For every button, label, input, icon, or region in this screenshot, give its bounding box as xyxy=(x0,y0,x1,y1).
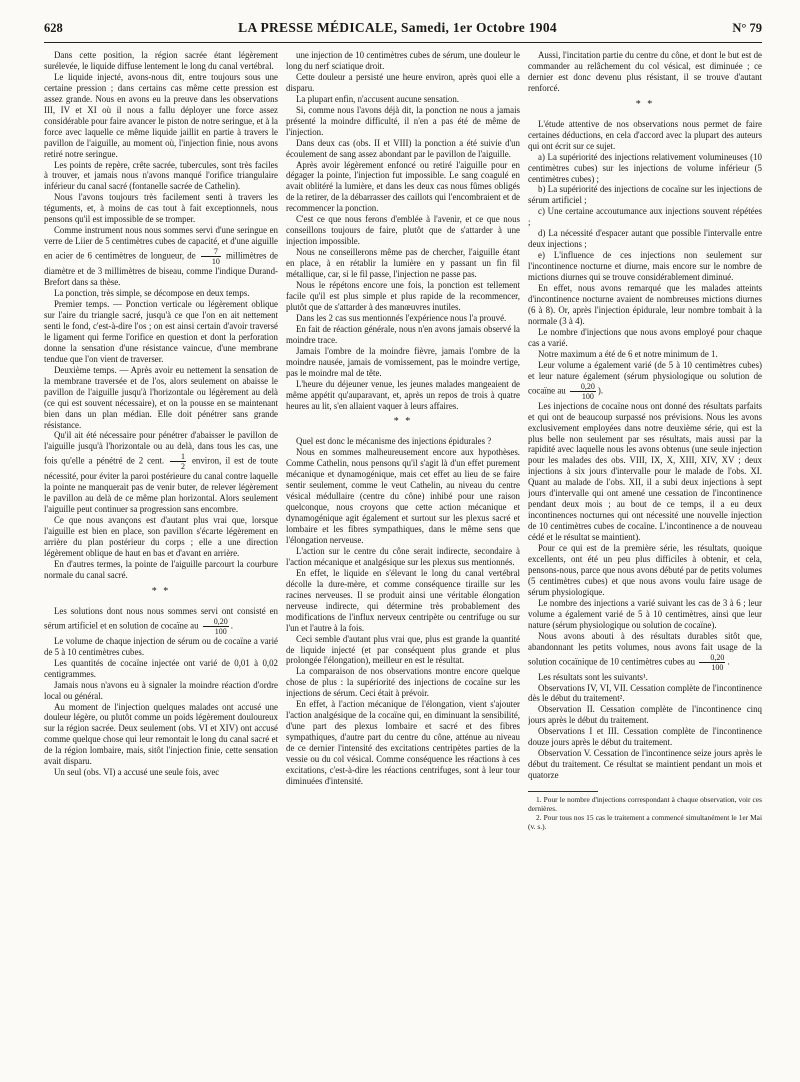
paragraph: Le liquide injecté, avons-nous dit, entre toujours sous une certaine pression ; dans certains cas même cette pression est assez grande. Nous en avons eu la preuve dans les observations III, IV et XI où il nous a fallu déployer une force assez considérable pour faire avancer le piston de notre seringue, et à la force avec laquelle ce même liquide jaillit en partie à travers le pavillon de l'aiguille, au moment où, l'injection finie, nous avons retiré notre seringue. xyxy=(44,71,278,159)
section-separator: * * xyxy=(151,585,171,597)
paragraph: Les quantités de cocaïne injectée ont varié de 0,01 à 0,02 centigrammes. xyxy=(44,657,278,679)
paragraph: Jamais nous n'avons eu à signaler la moindre réaction d'ordre local ou général. xyxy=(44,679,278,701)
fraction: $\frac{0,20}{100}$ xyxy=(699,653,725,672)
text-column-2 xyxy=(286,50,520,1076)
paragraph: Dans deux cas (obs. II et VIII) la ponction a été suivie d'un écoulement de sang assez abondant par le pavillon de l'aiguille. xyxy=(286,137,520,159)
paragraph: En effet, nous avons remarqué que les malades atteints d'incontinence nocturne avaient de nombreuses mictions diurnes (6 à 8). Or, après l'injection épidurale, leur nombre tombait à la normale (3 à 4). xyxy=(528,283,762,326)
paragraph: La comparaison de nos observations montre encore quelque chose de plus : la supériorité des injections de cocaïne sur les injections de sérum. Ceci était à prévoir. xyxy=(286,666,520,699)
paragraph: Les injections de cocaïne nous ont donné des résultats parfaits et qui ont de beaucoup surpassé nos prévisions. Nous les avons exclusivement employées dans notre deuxième série, qui est la plus belle non seulement par ses résultats, mais aussi par la rapidité avec laquelle nous les avons obtenus (une seule injection pour les malades des obs. VIII, IX, X, XIII, XIV, XV ; deux injections à six jours d'intervalle pour le malade de l'obs. XI. Quant au malade de l'obs. XII, il a subi deux injections à sept jours d'intervalle qui ont amené une cessation de l'incontinence pendant deux mois ; au bout de ce temps, il a eu deux incontinences nocturnes qui ont nécessité une nouvelle injection de 10 centimètres cubes de cocaïne. L'incontinence a de nouveau cédé et le résultat se maintient). xyxy=(528,400,762,543)
section-separator: * * xyxy=(393,416,413,428)
paragraph: Aussi, l'incitation partie du centre du cône, et dont le but est de commander au relâchement du col vésical, est diminuée ; ce dernier est donc devenu plus résistant, il se trouve d'autant renforcé. xyxy=(528,50,762,93)
text-column-1 xyxy=(44,50,278,1076)
paragraph: a) La supériorité des injections relativement volumineuses (10 centimètres cubes) sur les injections de volume inférieur (5 centimètres cubes) ; xyxy=(528,151,762,184)
paragraph: Le volume de chaque injection de sérum ou de cocaïne a varié de 5 à 10 centimètres cubes. xyxy=(44,635,278,657)
header-rule xyxy=(44,42,762,43)
paragraph: L'heure du déjeuner venue, les jeunes malades mangeaient de même appétit qu'auparavant, et, après un repos de trois à quatre heures au lit, s'en allaient vaquer à leurs affaires. xyxy=(286,378,520,411)
paragraph: Nous ne conseillerons même pas de chercher, l'aiguille étant en place, à en rétablir la lumière en y passant un fin fil métallique, car, si le fil passe, l'injection ne passe pas. xyxy=(286,247,520,280)
paragraph: Deuxième temps. — Après avoir eu nettement la sensation de la membrane traversée et de l'os, alors seulement on abaisse le pavillon de l'aiguille jusqu'à l'horizontale ou légèrement au delà (ce qui est souvent nécessaire), et on la pousse en se maintenant bien dans un plan médian. Elle doit pénétrer sans grande résistance. xyxy=(44,364,278,430)
paragraph: Nous l'avons toujours très facilement senti à travers les téguments, et, à moins de cas tout à fait exceptionnels, nous pensons qu'il est impossible de se tromper. xyxy=(44,192,278,225)
paragraph: Le nombre d'injections que nous avons employé pour chaque cas a varié. xyxy=(528,326,762,348)
page-header xyxy=(44,20,762,40)
paragraph: Ceci semble d'autant plus vrai que, plus est grande la quantité de liquide injecté (et par conséquent plus grande et plus prolongée l'élongation), meilleur en est le résultat. xyxy=(286,633,520,666)
paragraph: En d'autres termes, la pointe de l'aiguille parcourt la courbure normale du canal sacré. xyxy=(44,558,278,580)
paragraph: Cette douleur a persisté une heure environ, après quoi elle a disparu. xyxy=(286,71,520,93)
footnote: 1. Pour le nombre d'injections correspondant à chaque observation, voir ces dernières. xyxy=(528,795,762,814)
paragraph: Comme instrument nous nous sommes servi d'une seringue en verre de Liier de 5 centimètres cubes de capacité, et d'une aiguille en acier de 6 centimètres de longueur, de $\frac{7}{10}$ millimètres de diamètre et de 3 millimètres de biseau, comme l'indique Durand-Brefort dans sa thèse. xyxy=(44,225,278,288)
paragraph: Au moment de l'injection quelques malades ont accusé une douleur légère, ou plutôt comme un poids légèrement douloureux sur la région sacrée. Deux seulement (obs. VI et XIV) ont accusé comme quelque chose qui leur remontait le long du canal sacré et de la région lombaire, mais, sitôt l'injection finie, cette sensation avait disparu. xyxy=(44,701,278,767)
fraction: $\frac{0,20}{100}$ xyxy=(203,617,229,636)
paragraph: Leur volume a également varié (de 5 à 10 centimètres cubes) et leur nature également (sérum physiologique ou solution de cocaïne au $\frac{0,20}{100}$ ). xyxy=(528,359,762,401)
paragraph: Nous en sommes malheureusement encore aux hypothèses. Comme Cathelin, nous pensons qu'il s'agit là d'un effet purement mécanique et dynamogénique, mais cet effet au lieu de se faire sentir seulement, comme le veut Cathelin, au niveau du centre vésical médullaire (centre du cône) inhibé pour une raison quelconque, nous croyons que cette action mécanique et dynamogénique agit également et surtout sur les plexus sacré et lombaire et les fibres sympathiques, dans le même sens que l'élongation nerveuse. xyxy=(286,447,520,545)
paragraph: Jamais l'ombre de la moindre fièvre, jamais l'ombre de la moindre nausée, jamais de vomissement, pas le moindre vertige, pas le moindre mal de tête. xyxy=(286,345,520,378)
issue-number: N° 79 xyxy=(732,21,762,35)
paragraph: En effet, à l'action mécanique de l'élongation, vient s'ajouter l'action analgésique de la cocaïne qui, en diminuant la sensibilité, d'une part des plexus lombaire et sacré et des fibres sympathiques, d'autre part du centre du cône, atténue au niveau de ce dernier l'intensité des excitations centripètes parties de la vessie ou du col vésical. Comme conséquence les réactions à ces excitations, c'est-à-dire les réactions centrifuges, sont à leur tour diminuées d'intensité. xyxy=(286,699,520,786)
paragraph: Le nombre des injections a varié suivant les cas de 3 à 6 ; leur volume a également varié de 5 à 10 centimètres, ainsi que leur nature (sérum physiologique ou solution de cocaïne). xyxy=(528,597,762,630)
footnote-rule xyxy=(528,791,598,792)
paragraph: d) La nécessité d'espacer autant que possible l'intervalle entre deux injections ; xyxy=(528,228,762,250)
paragraph: Observation V. Cessation de l'incontinence seize jours après le début du traitement. Ce résultat se maintient pendant un mois et quatorze xyxy=(528,748,762,781)
paragraph: c) Une certaine accoutumance aux injections souvent répétées ; xyxy=(528,206,762,228)
journal-name: LA PRESSE MÉDICALE, xyxy=(238,20,398,35)
paragraph: b) La supériorité des injections de cocaïne sur les injections de sérum artificiel ; xyxy=(528,184,762,206)
paragraph: La plupart enfin, n'accusent aucune sensation. xyxy=(296,93,460,104)
paragraph: Quel est donc le mécanisme des injections épidurales ? xyxy=(296,436,492,447)
paragraph: Notre maximum a été de 6 et notre minimum de 1. xyxy=(538,348,718,359)
paragraph: Les résultats sont les suivants¹. xyxy=(538,671,648,682)
section-separator: * * xyxy=(635,98,655,110)
paragraph: L'étude attentive de nos observations nous permet de faire certaines déductions, en cela d'accord avec la plupart des auteurs qui ont écrit sur ce sujet. xyxy=(528,118,762,151)
paragraph: Nous avons abouti à des résultats durables sitôt que, abandonnant les petits volumes, nous avons fait usage de la solution cocaïnique de 10 centimètres cubes au $\frac{0,20}{100}$ . xyxy=(528,630,762,672)
text-column-3 xyxy=(528,50,762,1076)
fraction: $\frac{0,20}{100}$ xyxy=(570,382,596,401)
paragraph: Un seul (obs. VI) a accusé une seule fois, avec xyxy=(54,767,220,778)
paragraph: Après avoir légèrement enfoncé ou retiré l'aiguille pour en dégager la pointe, l'injection fut impossible. Le sang coagulé en avait oblitéré la lumière, et dans les deux cas nous fûmes obligés de la retirer, de la débarrasser des caillots qui l'encombraient et de recommencer la ponction. xyxy=(286,159,520,214)
paragraph: Observations IV, VI, VII. Cessation complète de l'incontinence dès le début du traitement². xyxy=(528,682,762,704)
footnote: 2. Pour tous nos 15 cas le traitement a commencé simultanément le 1er Mai (v. s.). xyxy=(528,813,762,832)
paragraph: Observations I et III. Cessation complète de l'incontinence douze jours après le début du traitement. xyxy=(528,726,762,748)
paragraph: Dans cette position, la région sacrée étant légèrement surélevée, le liquide diffuse lentement le long du canal vertébral. xyxy=(44,50,278,71)
paragraph: Qu'il ait été nécessaire pour pénétrer d'abaisser le pavillon de l'aiguille jusqu'à l'horizontale ou au delà, dans tous les cas, une fois qu'elle a pénétré de 2 cent. $\frac{1}{2}$ environ, il est de toute nécessité, pour éviter la paroi postérieure du canal contre laquelle la pointe ne manquerait pas de venir buter, de relever légèrement le pavillon au delà de ce même plan horizontal. Alors seulement l'aiguille peut continuer sa progression sans encombre. xyxy=(44,430,278,515)
fraction: $\frac{7}{10}$ xyxy=(201,247,221,266)
paragraph: Ce que nous avançons est d'autant plus vrai que, lorsque l'aiguille est bien en place, son pavillon s'écarte légèrement en arrière du plan postérieur du corps ; elle a une direction légèrement oblique de haut en bas et d'avant en arrière. xyxy=(44,515,278,559)
paragraph: C'est ce que nous ferons d'emblée à l'avenir, et ce que nous conseillons toujours de faire, plutôt que de s'attarder à une injection impossible. xyxy=(286,214,520,247)
paragraph: L'action sur le centre du cône serait indirecte, secondaire à l'action mécanique et analgésique sur les plexus sus mentionnés. xyxy=(286,545,520,567)
fraction: $\frac{1}{2}$ xyxy=(170,452,186,471)
paragraph: Premier temps. — Ponction verticale ou légèrement oblique sur l'aire du triangle sacré, jusqu'à ce que l'on en ait nettement senti le fond, c'est-à-dire l'os ; on est ainsi certain d'avoir traversé le ligament qui ferme l'orifice en question et dont la perforation donne la sensation d'une résistance vaincue, d'une membrane tendue que l'on vient de traverser. xyxy=(44,299,278,364)
paragraph: En fait de réaction générale, nous n'en avons jamais observé la moindre trace. xyxy=(286,323,520,345)
journal-title xyxy=(238,20,557,36)
paragraph: Les solutions dont nous nous sommes servi ont consisté en sérum artificiel et en solution de cocaïne au $\frac{0,20}{100}$ . xyxy=(44,605,278,636)
paragraph: Les points de repère, crête sacrée, tubercules, sont très faciles à trouver, et jamais nous n'avons manqué l'orifice triangulaire inférieur du canal sacré (fontanelle sacrée de Cathelin). xyxy=(44,159,278,192)
paragraph: Si, comme nous l'avons déjà dit, la ponction ne nous a jamais présenté la moindre difficulté, il n'en a pas été de même de l'injection. xyxy=(286,104,520,137)
issue-date: Samedi, 1er Octobre 1904 xyxy=(400,20,557,35)
paragraph: En effet, le liquide en s'élevant le long du canal vertébral décolle la dure-mère, et comme conséquence tiraille sur les racines nerveuses. Il se produit ainsi une véritable élongation nerveuse indirecte, qui détermine très probablement des modifications de l'influx nerveux centripète ou centrifuge ou sur l'un et l'autre à la fois. xyxy=(286,567,520,633)
paragraph: Dans les 2 cas sus mentionnés l'expérience nous l'a prouvé. xyxy=(296,312,507,323)
paragraph: Pour ce qui est de la première série, les résultats, quoique excellents, ont été un peu plus difficiles à obtenir, et cela, pensons-nous, parce que nous avons débuté par de petits volumes (5 centimètres cubes) et que nous avons voulu faire usage de sérum physiologique. xyxy=(528,543,762,597)
paragraph: e) L'influence de ces injections non seulement sur l'incontinence nocturne et diurne, mais encore sur le nombre de mictions diurnes qui se trouve considérablement diminué. xyxy=(528,250,762,283)
paragraph: Observation II. Cessation complète de l'incontinence cinq jours après le début du traitement. xyxy=(528,704,762,726)
paragraph: une injection de 10 centimètres cubes de sérum, une douleur le long du nerf sciatique droit. xyxy=(286,50,520,71)
paragraph: La ponction, très simple, se décompose en deux temps. xyxy=(54,288,250,299)
paragraph: Nous le répétons encore une fois, la ponction est tellement facile qu'il est plus simple et plus rapide de la recommencer, plutôt que de s'attarder à des manœuvres inutiles. xyxy=(286,280,520,312)
page-number: 628 xyxy=(44,21,63,35)
